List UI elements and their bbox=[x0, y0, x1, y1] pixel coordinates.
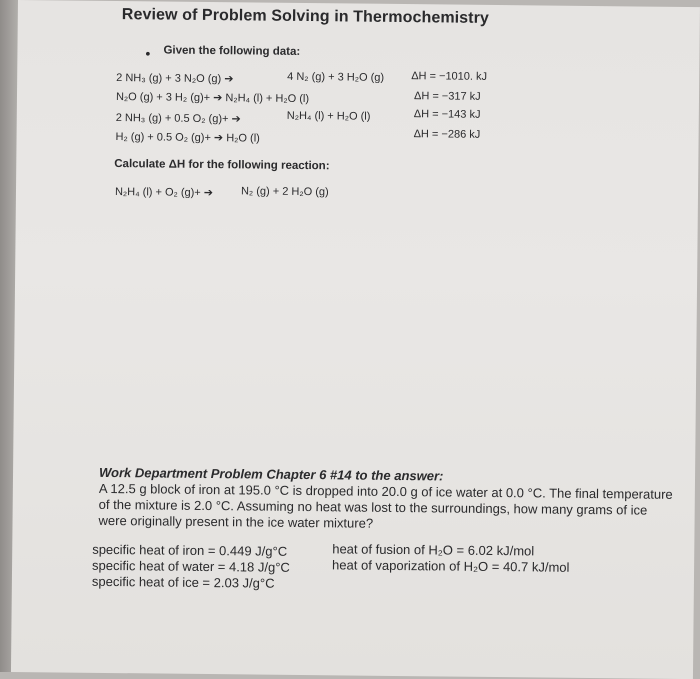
heat-of-vaporization: heat of vaporization of H₂O = 40.7 kJ/mol bbox=[332, 557, 570, 575]
bullet-mark: • bbox=[145, 45, 151, 62]
equation-4: H₂ (g) + 0.5 O₂ (g)+ ➔ H₂O (l) bbox=[115, 131, 260, 145]
equation-1-delta-h: ΔH = −1010. kJ bbox=[411, 70, 488, 83]
heat-of-fusion: heat of fusion of H₂O = 6.02 kJ/mol bbox=[332, 541, 535, 559]
calculate-label: Calculate ΔH for the following reaction: bbox=[114, 158, 330, 173]
specific-heat-ice: specific heat of ice = 2.03 J/g°C bbox=[91, 573, 275, 591]
equation-3-products: N₂H₄ (l) + H₂O (l) bbox=[286, 109, 371, 123]
worksheet-page bbox=[11, 0, 700, 679]
work-problem-title: Work Department Problem Chapter 6 #14 to the answer: bbox=[98, 464, 444, 484]
specific-heat-iron: specific heat of iron = 0.449 J/g°C bbox=[92, 541, 288, 559]
equation-1-reactants: 2 NH₃ (g) + 3 N₂O (g) ➔ bbox=[116, 72, 234, 86]
specific-heat-water: specific heat of water = 4.18 J/g°C bbox=[92, 557, 290, 575]
equation-2-delta-h: ΔH = −317 kJ bbox=[413, 90, 481, 103]
equation-3-reactants: 2 NH₃ (g) + 0.5 O₂ (g)+ ➔ bbox=[115, 112, 241, 126]
target-reaction-products: N₂ (g) + 2 H₂O (g) bbox=[240, 185, 329, 199]
given-label: Given the following data: bbox=[163, 44, 301, 58]
equation-4-delta-h: ΔH = −286 kJ bbox=[413, 128, 481, 141]
equation-2: N₂O (g) + 3 H₂ (g)+ ➔ N₂H₄ (l) + H₂O (l) bbox=[115, 91, 310, 106]
page-title: Review of Problem Solving in Thermochemistry bbox=[121, 6, 490, 27]
equation-3-delta-h: ΔH = −143 kJ bbox=[413, 108, 481, 121]
equation-1-products: 4 N₂ (g) + 3 H₂O (g) bbox=[287, 70, 385, 84]
work-problem-text: A 12.5 g block of iron at 195.0 °C is dropped into 20.0 g of ice water at 0.0 °C. The final temperature of the mixture is 2.0 °C. Assuming no heat was lost to the surroundings, how many grams of ice were originally present in the ice water mixture? bbox=[98, 480, 673, 531]
target-reaction-reactants: N₂H₄ (l) + O₂ (g)+ ➔ bbox=[114, 186, 214, 200]
